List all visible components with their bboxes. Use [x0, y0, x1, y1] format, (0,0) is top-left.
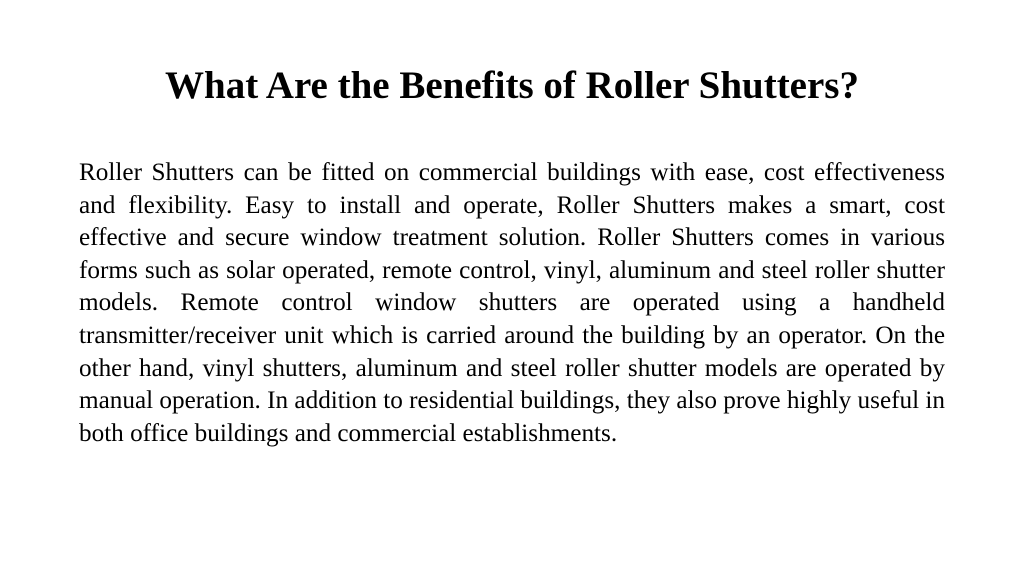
slide-body-text: Roller Shutters can be fitted on commercial buildings with ease, cost effectiveness and flexibility. Easy to install and operate, Roller Shutters makes a smart, cost effective and secure window treatment solution. Roller Shutters comes in various forms such as solar operated, remote control, vinyl, aluminum and steel roller shutter models. Remote control window shutters are operated using a handheld transmitter/receiver unit which is carried around the building by an operator. On the other hand, vinyl shutters, aluminum and steel roller shutter models are operated by manual operation. In addition to residential buildings, they also prove highly useful in both office buildings and commercial establishments. — [79, 159, 946, 447]
slide-title: What Are the Benefits of Roller Shutters? — [165, 64, 859, 107]
